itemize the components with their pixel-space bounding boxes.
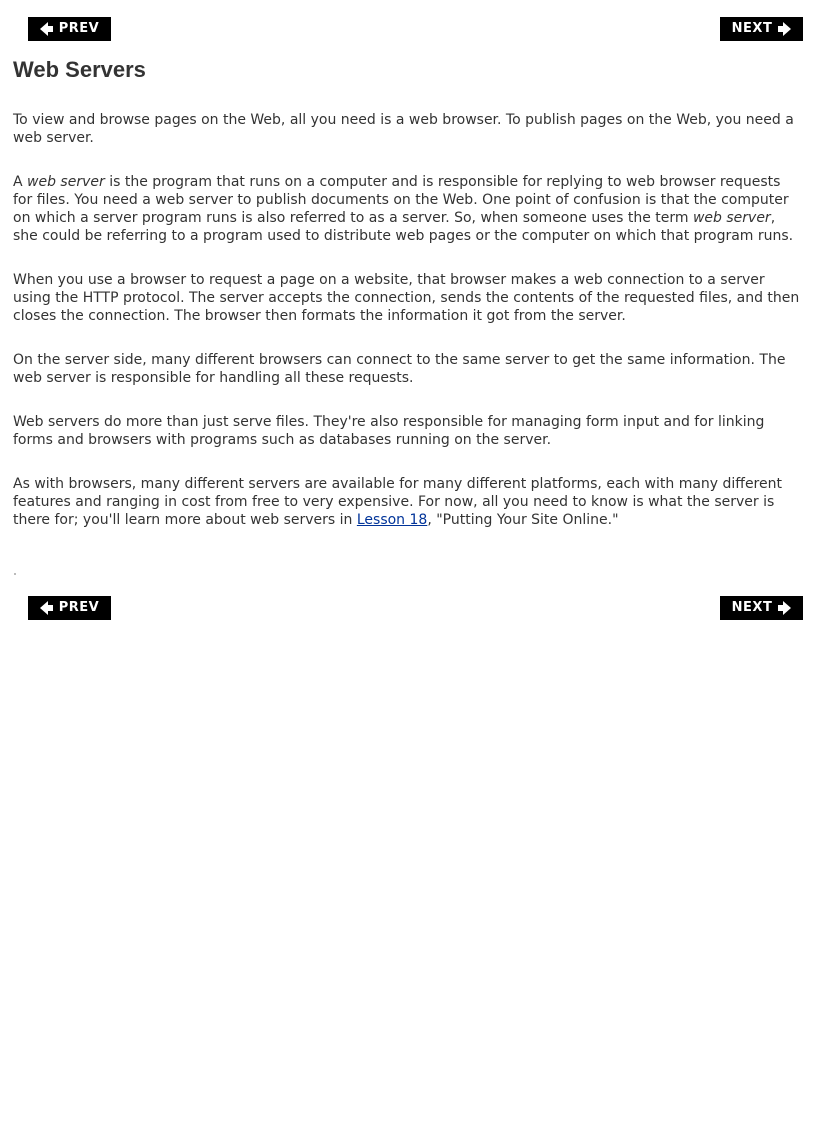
next-label: NEXT bbox=[731, 21, 773, 36]
text-run: A bbox=[13, 174, 28, 190]
prev-button[interactable] bbox=[28, 596, 111, 620]
text-run: , she could be referring to a program used to distribute web pages or the computer on which that program runs. bbox=[13, 210, 794, 244]
separator-dot bbox=[14, 573, 16, 575]
text-run: As with browsers, many different servers are available for many different platforms, each with many different features and ranging in cost from free to very expensive. For now, all you need to know is what the server is there for; you'll learn more about web servers in bbox=[13, 476, 782, 528]
paragraph-platforms bbox=[13, 475, 803, 529]
paragraph-connection: When you use a browser to request a page on a website, that browser makes a web connection to a server using the HTTP protocol. The server accepts the connection, sends the contents of the requested files, and then closes the connection. The browser then formats the information it got from the server. bbox=[13, 272, 800, 324]
prev-button[interactable] bbox=[28, 17, 111, 41]
emphasis-term: web server bbox=[27, 174, 105, 190]
top-navigation bbox=[28, 17, 803, 41]
paragraph-server-side: On the server side, many different browsers can connect to the same server to get the same information. The web server is responsible for handling all these requests. bbox=[13, 352, 786, 386]
arrow-left-icon bbox=[40, 601, 54, 615]
arrow-left-icon bbox=[40, 22, 54, 36]
paragraph-intro: To view and browse pages on the Web, all you need is a web browser. To publish pages on the Web, you need a web server. bbox=[13, 112, 794, 146]
next-button[interactable] bbox=[720, 17, 803, 41]
emphasis-term: web server bbox=[692, 210, 771, 226]
next-label: NEXT bbox=[731, 600, 773, 615]
text-run: is the program that runs on a computer and is responsible for replying to web browser requests for files. You need a web server to publish documents on the Web. One point of confusion is that the computer on which a server program runs is also referred to as a server. So, when someone uses the term bbox=[13, 174, 789, 226]
prev-label: PREV bbox=[58, 21, 100, 36]
paragraph-responsibilities: Web servers do more than just serve files. They're also responsible for managing form input and for linking forms and browsers with programs such as databases running on the server. bbox=[13, 414, 765, 448]
page-title: Web Servers bbox=[13, 57, 146, 82]
text-run: , "Putting Your Site Online." bbox=[427, 512, 619, 528]
bottom-navigation bbox=[28, 596, 803, 620]
prev-label: PREV bbox=[58, 600, 100, 615]
arrow-right-icon bbox=[777, 601, 791, 615]
arrow-right-icon bbox=[777, 22, 791, 36]
article-body bbox=[13, 111, 803, 555]
lesson-18-link[interactable]: Lesson 18 bbox=[356, 512, 428, 528]
next-button[interactable] bbox=[720, 596, 803, 620]
paragraph-definition bbox=[13, 173, 803, 245]
